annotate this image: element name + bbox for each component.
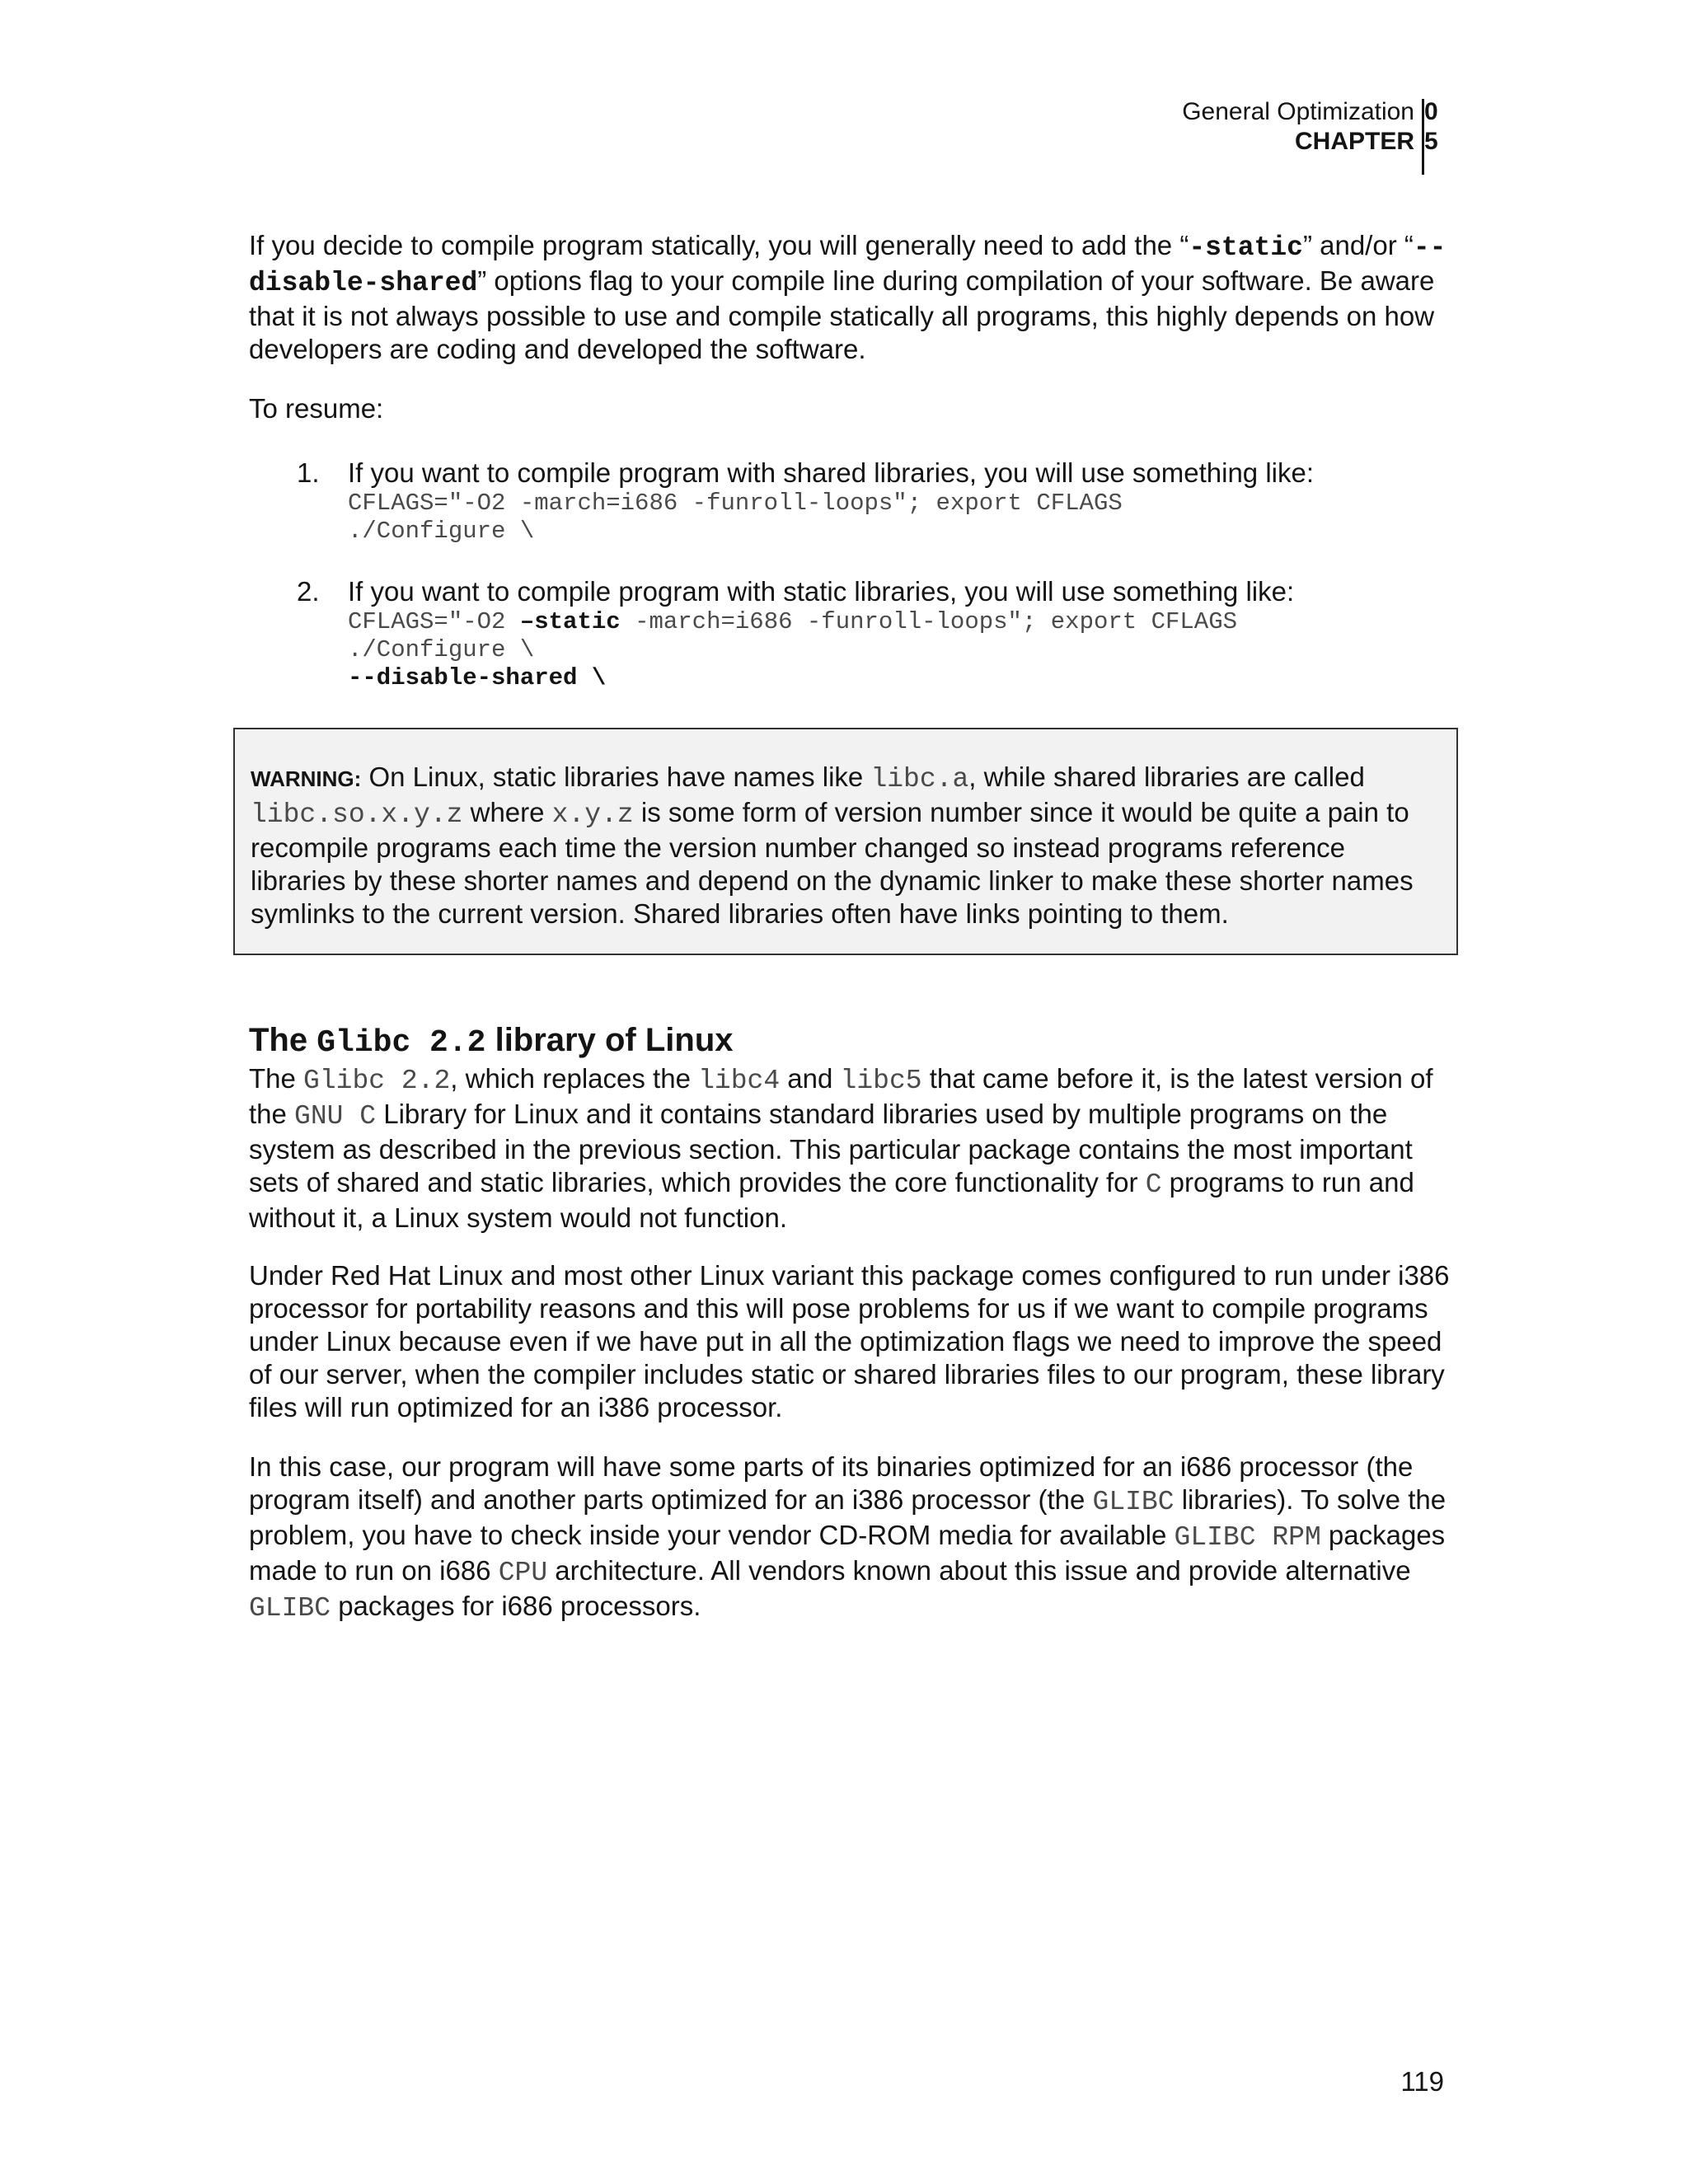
code-line: ./Configure \	[348, 518, 535, 545]
header-chapter-digit-1: 0	[1424, 98, 1438, 125]
header-divider	[1422, 99, 1424, 175]
section-heading: The Glibc 2.2 library of Linux	[249, 1022, 734, 1061]
code-line: ./Configure \	[348, 636, 535, 663]
code-line: --disable-shared \	[348, 664, 607, 691]
list-item: 2. If you want to compile program with static libraries, you will use something like: CFLAGS="-O2 –static -march=i686 -funroll-loops"; export CFLAGS ./Configure \ --disable-shared \	[249, 575, 1452, 692]
compile-steps-list	[249, 457, 1452, 722]
header-chapter-label: CHAPTER	[1294, 128, 1414, 155]
list-item-text: If you want to compile program with shared libraries, you will use something like:	[348, 457, 1315, 488]
redhat-paragraph: Under Red Hat Linux and most other Linux variant this package comes configured to run under i386 processor for portability reasons and this will pose problems for us if we want to compile programs under Linux because even if we have put in all the optimization flags we need to improve the speed of our server, when the compiler includes static or shared libraries files to our program, these library files will run optimized for an i386 processor.	[249, 1260, 1450, 1422]
intro-paragraph: If you decide to compile program statically, you will generally need to add the “-static” and/or “--disable-shared” options flag to your compile line during compilation of your software. Be aware that it is not always possible to use and compile statically all programs, this highly depends on how developers are coding and developed the software.	[249, 230, 1447, 364]
resume-label: To resume:	[249, 393, 384, 424]
warning-label: WARNING:	[251, 766, 362, 791]
header-chapter-digit-2: 5	[1424, 128, 1438, 155]
code-line: CFLAGS="-O2 -march=i686 -funroll-loops"; export CFLAGS	[348, 490, 1123, 517]
glibc-paragraph: The Glibc 2.2, which replaces the libc4 and libc5 that came before it, is the latest version of the GNU C Library for Linux and it contains standard libraries used by multiple programs on the system as described in the previous section. This particular package contains the most important sets of shared and static libraries, which provides the core functionality for C programs to run and without it, a Linux system would not function.	[249, 1063, 1433, 1233]
list-item: 1. If you want to compile program with shared libraries, you will use something like: CFLAGS="-O2 -march=i686 -funroll-loops"; export CFLAGS ./Configure \	[249, 457, 1452, 546]
running-header	[1182, 97, 1449, 157]
page-number: 119	[1400, 2066, 1444, 2097]
solution-paragraph: In this case, our program will have some parts of its binaries optimized for an i686 processor (the program itself) and another parts optimized for an i386 processor (the GLIBC libraries). To solve the problem, you have to check inside your vendor CD-ROM media for available GLIBC RPM packages made to run on i686 CPU architecture. All vendors known about this issue and provide alternative GLIBC packages for i686 processors.	[249, 1451, 1447, 1624]
header-title: General Optimization	[1182, 98, 1414, 125]
list-item-text: If you want to compile program with static libraries, you will use something like:	[348, 576, 1295, 607]
code-line: CFLAGS="-O2 –static -march=i686 -funroll-loops"; export CFLAGS	[348, 608, 1237, 635]
warning-box: WARNING: On Linux, static libraries have names like libc.a, while shared libraries are called libc.so.x.y.z where x.y.z is some form of version number since it would be quite a pain to recompile programs each time the version number changed so instead programs reference libraries by these shorter names and depend on the dynamic linker to make these shorter names symlinks to the current version. Shared libraries often have links pointing to them.	[233, 728, 1458, 955]
